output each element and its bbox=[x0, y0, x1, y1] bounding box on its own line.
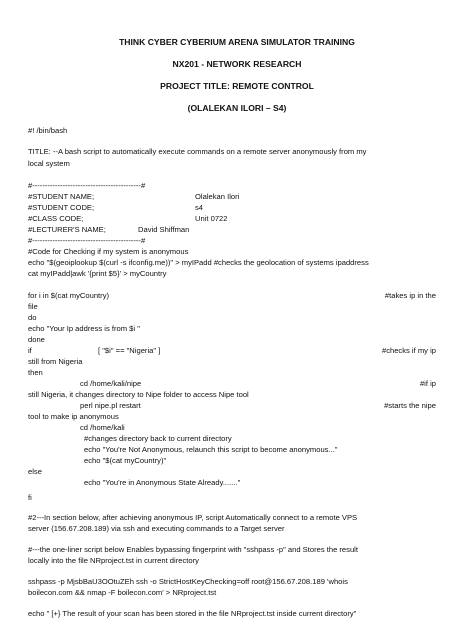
code-if-condition: [ "$i" == "Nigeria" ] bbox=[98, 346, 161, 355]
header-title: THINK CYBER CYBERIUM ARENA SIMULATOR TRAINING bbox=[119, 37, 355, 47]
title-line-2: local system bbox=[28, 159, 70, 168]
code-else: else bbox=[28, 467, 42, 476]
lecturer-label: #LECTURER'S NAME; bbox=[28, 225, 106, 234]
section2-line-2: server (156.67.208.189) via ssh and executing commands to a Target server bbox=[28, 524, 285, 533]
code-echo-not-anon: echo "You're Not Anonymous, relaunch this script to become anonymous..." bbox=[84, 445, 338, 454]
student-code-value: s4 bbox=[195, 203, 204, 212]
code-do: do bbox=[28, 313, 37, 322]
student-code-label: #STUDENT CODE; bbox=[28, 203, 95, 212]
code-nipe-anon-note: tool to make ip anonymous bbox=[28, 412, 119, 421]
code-cd-nipe: cd /home/kali/nipe bbox=[80, 379, 142, 388]
code-nipe-note: still Nigeria, it changes directory to Nipe folder to access Nipe tool bbox=[28, 390, 249, 399]
shebang-line: #! /bin/bash bbox=[28, 126, 68, 135]
code-done: done bbox=[28, 335, 45, 344]
code-echo-ip: echo "Your Ip address is from $i " bbox=[28, 324, 140, 333]
code-for-loop: for i in $(cat myCountry) bbox=[28, 291, 110, 300]
code-comment-check: #Code for Checking if my system is anonymous bbox=[28, 247, 189, 256]
sshpass-command-2: boilecon.com && nmap -F boilecon.com' > NRproject.tst bbox=[28, 588, 217, 597]
code-cd-nipe-comment: #if ip bbox=[419, 379, 436, 388]
section2-line-4: locally into the file NRproject.tst in current directory bbox=[28, 556, 199, 565]
code-if: if bbox=[28, 346, 32, 355]
separator-bottom: #-------------------------------------------# bbox=[28, 236, 146, 245]
code-cd-kali: cd /home/kali bbox=[80, 423, 125, 432]
header-course: NX201 - NETWORK RESEARCH bbox=[172, 59, 302, 69]
header-author: (OLALEKAN ILORI – S4) bbox=[187, 103, 287, 113]
code-echo-country: echo "$(cat myCountry)" bbox=[84, 456, 167, 465]
sshpass-command-1: sshpass -p MjsbBaU3OOtuZEh ssh -o StrictHostKeyChecking=off root@156.67.208.189 'whois bbox=[28, 577, 348, 586]
code-then: then bbox=[28, 368, 43, 377]
student-name-value: Olalekan Ilori bbox=[195, 192, 240, 201]
code-awk: cat myIPadd|awk '{print $5}' > myCountry bbox=[28, 269, 167, 278]
lecturer-value: David Shiffman bbox=[138, 225, 190, 234]
title-line-1: TITLE: --A bash script to automatically execute commands on a remote server anonymously from my bbox=[28, 147, 367, 156]
student-name-label: #STUDENT NAME; bbox=[28, 192, 95, 201]
section2-line-1: #2---In section below, after achieving anonymous IP, script Automatically connect to a remote VPS bbox=[28, 513, 358, 522]
header-project: PROJECT TITLE: REMOTE CONTROL bbox=[160, 81, 314, 91]
code-if-comment: #checks if my ip bbox=[381, 346, 436, 355]
code-perl-restart: perl nipe.pl restart bbox=[80, 401, 141, 410]
section2-line-3: #---the one-liner script below Enables bypassing fingerprint with "sshpass -p" and Stores the result bbox=[28, 545, 358, 554]
echo-result: echo " [+} The result of your scan has been stored in the file NRproject.tst inside current directory" bbox=[28, 609, 357, 618]
code-for-comment: #takes ip in the bbox=[384, 291, 436, 300]
code-geoiplookup: echo "$(geoiplookup $(curl -s ifconfig.me))" > myIPadd #checks the geolocation of systems ipaddress bbox=[28, 258, 369, 267]
code-fi: fi bbox=[28, 493, 32, 502]
class-code-label: #CLASS CODE; bbox=[28, 214, 84, 223]
code-file: file bbox=[28, 302, 38, 311]
code-still-nigeria: still from Nigeria bbox=[28, 357, 83, 366]
code-perl-comment: #starts the nipe bbox=[384, 401, 436, 410]
separator-top: #-------------------------------------------# bbox=[28, 181, 146, 190]
code-echo-anon: echo "You're in Anonymous State Already......." bbox=[84, 478, 241, 487]
class-code-value: Unit 0722 bbox=[195, 214, 228, 223]
code-changes-dir-comment: #changes directory back to current directory bbox=[84, 434, 232, 443]
